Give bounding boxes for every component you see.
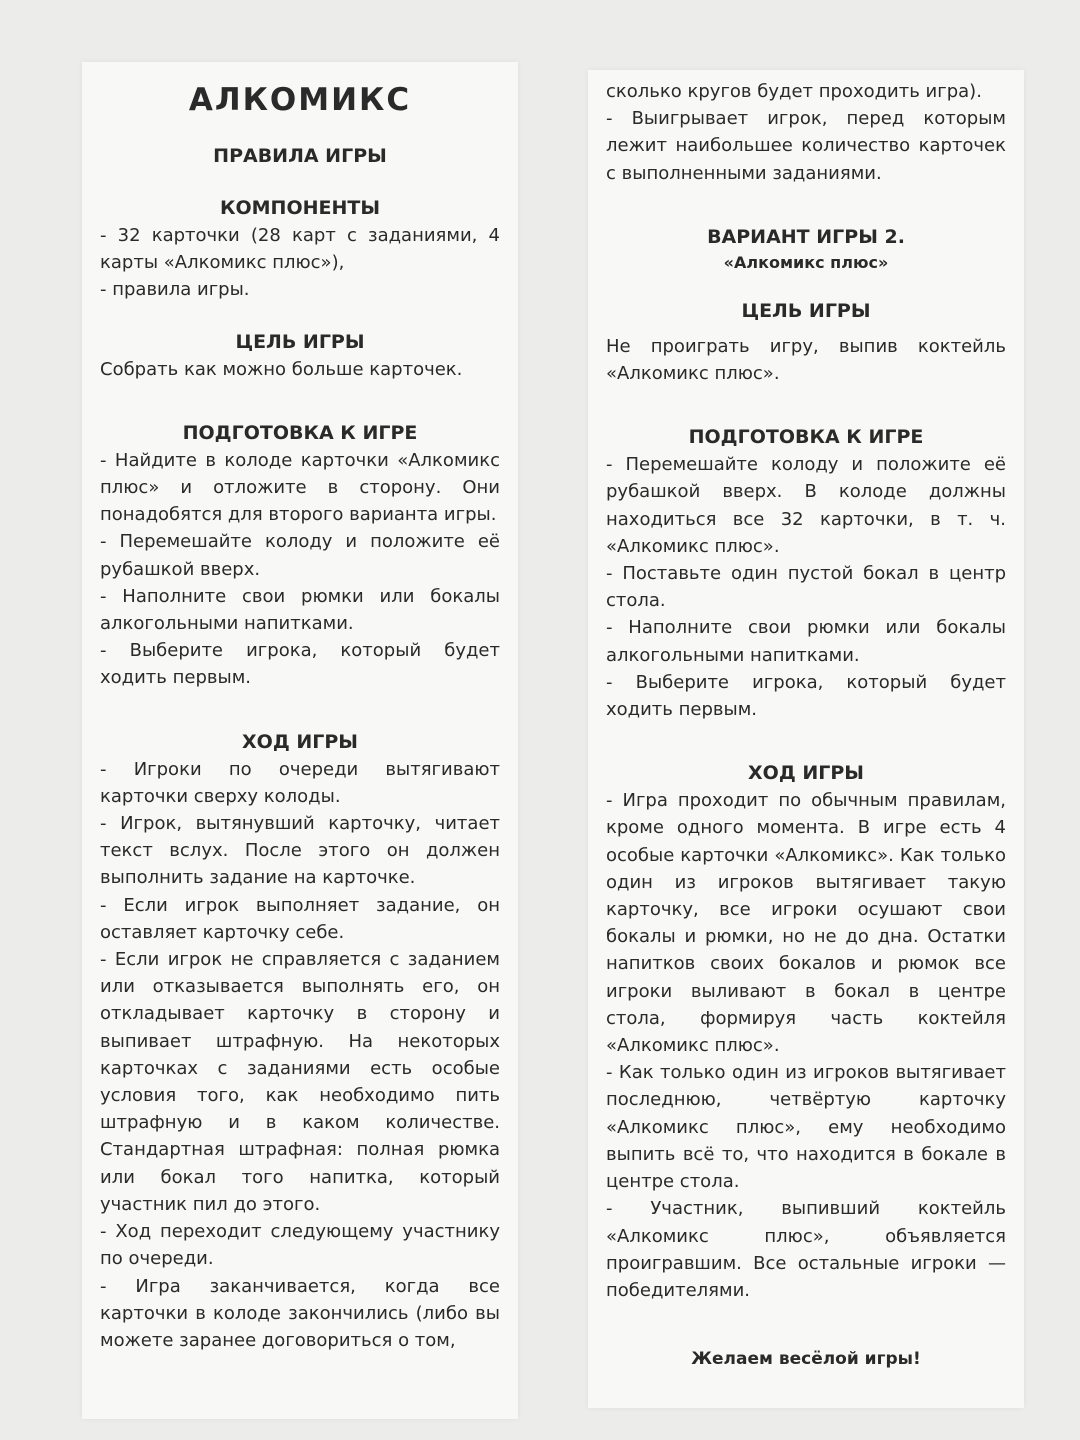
prep-item: - Выберите игрока, который будет ходить первым. [100,640,500,689]
play-item: - Участник, выпивший коктейль «Алкомикс плюс», объявляется проигравшим. Все остальные игроки — победителями. [606,1198,1006,1301]
play-item: - Игроки по очереди вытягивают карточки сверху колоды. [100,758,500,807]
prep-item: - Выберите игрока, который будет ходить первым. [606,671,1006,721]
prep-item: - Наполните свои рюмки или бокалы алкогольными напитками. [100,585,500,635]
right-page-content [606,78,1006,1373]
goal-text: Не проиграть игру, выпив коктейль «Алкомикс плюс». [606,335,1006,385]
play-item: - Игрок, вытянувший карточку, читает текст вслух. После этого он должен выполнить задание на карточке. [100,813,500,889]
prep-heading: ПОДГОТОВКА К ИГРЕ [182,421,418,444]
left-page [82,62,518,1419]
play-item: - Ход переходит следующему участнику по очереди. [100,1221,500,1270]
right-page [588,70,1024,1408]
variant-heading: ВАРИАНТ ИГРЫ 2. [707,225,905,248]
play-heading: ХОД ИГРЫ [748,762,864,785]
play-heading: ХОД ИГРЫ [242,730,358,753]
play-item: - Игра заканчивается, когда все карточки в колоде закончились (либо вы можете заранее договориться о том, [100,1275,500,1351]
goal-heading: ЦЕЛЬ ИГРЫ [235,330,365,353]
prep-item: - Перемешайте колоду и положите её рубашкой вверх. В колоде должны находиться все 32 карточки, в т. ч. «Алкомикс плюс». [606,454,1006,557]
goal-text: Собрать как можно больше карточек. [100,358,463,380]
prep-item: - Найдите в колоде карточки «Алкомикс плюс» и отложите в сторону. Они понадобятся для второго варианта игры. [100,449,500,526]
prep-item: - Наполните свои рюмки или бокалы алкогольными напитками. [606,617,1006,666]
closing-wish: Желаем весёлой игры! [691,1349,921,1370]
prep-item: - Поставьте один пустой бокал в центр стола. [606,563,1006,612]
variant-subtitle: «Алкомикс плюс» [723,252,889,272]
left-page-content [100,80,500,1354]
intro-line: сколько кругов будет проходить игра). [606,81,982,102]
rules-heading: ПРАВИЛА ИГРЫ [213,145,387,167]
components-heading: КОМПОНЕНТЫ [219,197,381,219]
play-item: - Игра проходит по обычным правилам, кроме одного момента. В игре есть 4 особые карточки «Алкомикс». Как только один из игроков вытягивает такую карточку, все игроки осушают свои бокалы и рюмки, но не до дна. Остатки напитков своих бокалов и рюмок все игроки выливают в бокал в центре стола, формируя часть коктейля «Алкомикс плюс». [606,790,1006,1057]
component-item: - правила игры. [100,279,250,301]
intro-line: - Выигрывает игрок, перед которым лежит наибольшее количество карточек с выполненными заданиями. [606,108,1006,184]
component-item: - 32 карточки (28 карт с заданиями, 4 карты «Алкомикс плюс»), [100,225,500,274]
prep-item: - Перемешайте колоду и положите её рубашкой вверх. [100,531,500,580]
game-title: АЛКОМИКС [188,82,412,118]
prep-heading: ПОДГОТОВКА К ИГРЕ [688,426,924,449]
play-item: - Если игрок не справляется с заданием или отказывается выполнять его, он откладывает карточку в сторону и выпивает штрафную. На некоторых карточках с заданиями есть особые условия того, как необходимо пить штрафную и в каком количестве. Стандартная штрафная: полная рюмка или бокал того напитка, который участник пил до этого. [100,949,500,1215]
play-item: - Как только один из игроков вытягивает последнюю, четвёртую карточку «Алкомикс плюс», ему необходимо выпить всё то, что находится в бокале в центре стола. [606,1062,1006,1193]
play-item: - Если игрок выполняет задание, он оставляет карточку себе. [100,894,500,943]
goal-heading: ЦЕЛЬ ИГРЫ [741,299,871,322]
